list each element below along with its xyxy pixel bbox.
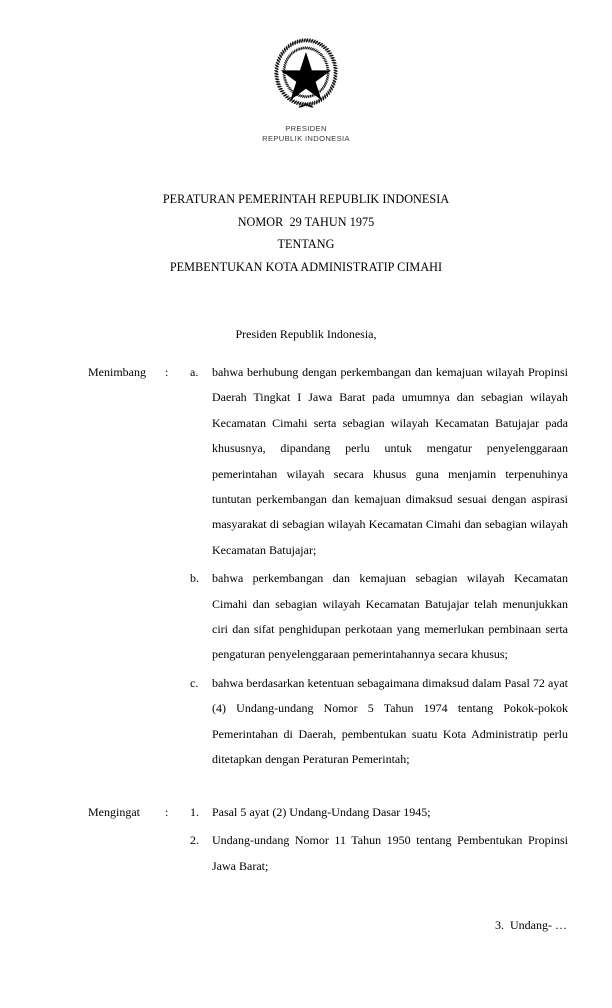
title-line-tentang: TENTANG [277, 237, 335, 252]
clause-row [88, 800, 568, 825]
clause-row [88, 360, 568, 563]
clause-text: bahwa berdasarkan ketentuan sebagaimana dimaksud dalam Pasal 72 ayat (4) Undang-undang Nomor 5 Tahun 1974 tentang Pokok-pokok Pemerintahan di Daerah, pembentukan suatu Kota Administratip perlu ditetapkan dengan Peraturan Pemerintah; [212, 675, 568, 767]
title-line-subject: PEMBENTUKAN KOTA ADMINISTRATIP CIMAHI [169, 259, 443, 274]
section-mengingat [88, 800, 568, 879]
clause-row [88, 828, 568, 879]
letterhead-caption [0, 124, 612, 145]
section-label-menimbang: Menimbang [88, 365, 146, 379]
clause-text: bahwa perkembangan dan kemajuan sebagian wilayah Kecamatan Cimahi dan sebagian wilayah Kecamatan Batujajar telah menunjukkan ciri dan sifat penghidupan perkotaan yang memerlukan pembinaan serta pengaturan penyelenggaraan pemerintahannya secara khusus; [212, 571, 568, 662]
section-colon: : [165, 365, 169, 379]
section-colon: : [165, 805, 169, 819]
clause-text: Undang-undang Nomor 11 Tahun 1950 tentang Pembentukan Propinsi Jawa Barat; [212, 833, 568, 873]
letterhead [0, 34, 612, 145]
section-label-mengingat: Mengingat [88, 805, 140, 819]
clause-row [88, 671, 568, 773]
clause-marker: a. [190, 365, 199, 379]
clause-marker: b. [190, 571, 199, 586]
page-continuation-note: 3. Undang- … [495, 918, 567, 932]
clause-text: Pasal 5 ayat (2) Undang-Undang Dasar 1945; [212, 805, 431, 819]
caption-republik-indonesia: REPUBLIK INDONESIA [262, 134, 350, 144]
clause-marker: 2. [190, 833, 199, 848]
opening-salutation: Presiden Republik Indonesia, [235, 327, 377, 341]
document-title [0, 188, 612, 278]
section-menimbang [88, 360, 568, 773]
clause-row [88, 566, 568, 668]
caption-presiden: PRESIDEN [285, 124, 327, 133]
clause-marker: 1. [190, 805, 199, 819]
clause-marker: c. [190, 675, 199, 690]
indonesian-presidential-seal-icon [267, 34, 345, 118]
clause-text: bahwa berhubung dengan perkembangan dan kemajuan wilayah Propinsi Daerah Tingkat I Jawa Barat pada umumnya dan sebagian wilayah Kecamatan Cimahi serta sebagian wilayah Kecamatan Batujajar pada khususnya, dipandang perlu untuk mengatur penyelenggaraan pemerintahan wilayah secara khusus guna menjamin terpenuhinya tuntutan perkembangan dan kemajuan dimaksud sesuai dengan aspirasi masyarakat di sebagian wilayah Kecamatan Cimahi dan sebagian wilayah Kecamatan Batujajar; [212, 365, 568, 557]
title-line-number: NOMOR 29 TAHUN 1975 [237, 214, 375, 229]
title-line-regulation: PERATURAN PEMERINTAH REPUBLIK INDONESIA [162, 192, 450, 206]
